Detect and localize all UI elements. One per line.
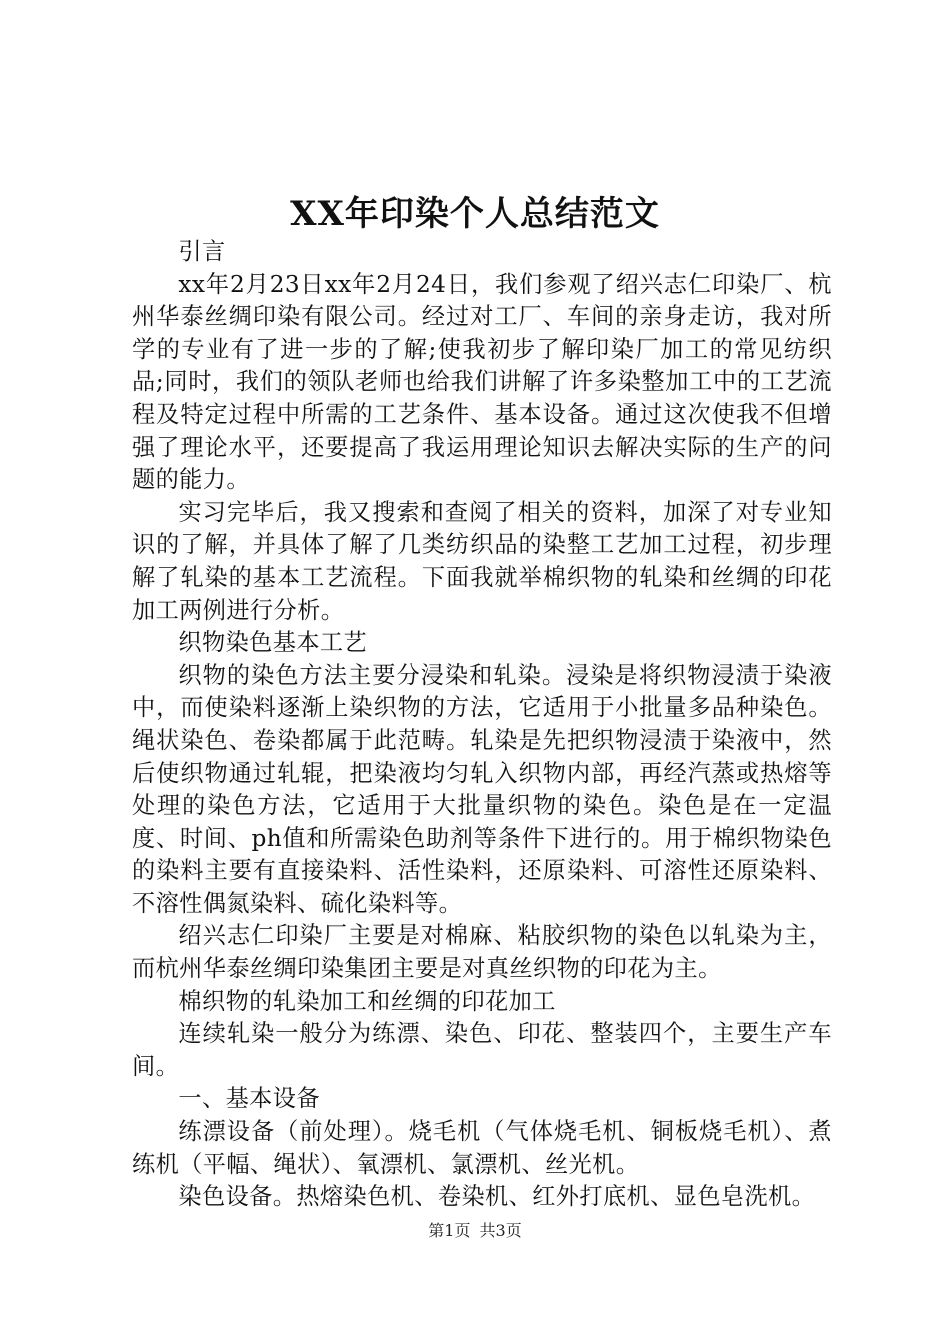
page-footer: [0, 1218, 950, 1241]
paragraph-intro: xx年2月23日xx年2月24日，我们参观了绍兴志仁印染厂、杭州华泰丝绸印染有限公司。经过对工厂、车间的亲身走访，我对所学的专业有了进一步的了解;使我初步了解印染厂加工的常见纺织品;同时，我们的领队老师也给我们讲解了许多染整加工中的工艺流程及特定过程中所需的工艺条件、基本设备。通过这次使我不但增强了理论水平，还要提高了我运用理论知识去解决实际的生产的问题的能力。: [132, 270, 832, 494]
paragraph-continuous-pad-dyeing: 连续轧染一般分为练漂、染色、印花、整装四个，主要生产车间。: [132, 1020, 832, 1080]
paragraph-pretreatment-equipment: 练漂设备（前处理）。烧毛机（气体烧毛机、铜板烧毛机）、煮练机（平幅、绳状）、氧漂机、氯漂机、丝光机。: [132, 1118, 832, 1178]
document-title: XX年印染个人总结范文: [290, 194, 660, 234]
paragraph-dyeing-equipment: 染色设备。热熔染色机、卷染机、红外打底机、显色皂洗机。: [178, 1183, 816, 1211]
page-total: 共3页: [479, 1221, 522, 1240]
page-number: 第1页: [428, 1221, 471, 1240]
document-body: [132, 236, 832, 1214]
paragraph-dyeing-methods: 织物的染色方法主要分浸染和轧染。浸染是将织物浸渍于染液中，而使染料逐渐上染织物的方法，它适用于小批量多品种染色。绳状染色、卷染都属于此范畴。轧染是先把织物浸渍于染液中，然后使织物通过轧辊，把染液均匀轧入织物内部，再经汽蒸或热熔等处理的染色方法，它适用于大批量织物的染色。染色是在一定温度、时间、ph值和所需染色助剂等条件下进行的。用于棉织物染色的染料主要有直接染料、活性染料，还原染料、可溶性还原染料、不溶性偶氮染料、硫化染料等。: [132, 661, 832, 917]
section-heading-equipment: 一、基本设备: [178, 1085, 320, 1113]
paragraph-after-internship: 实习完毕后，我又搜索和查阅了相关的资料，加深了对专业知识的了解，并具体了解了几类纺织品的染整工艺加工过程，初步理解了轧染的基本工艺流程。下面我就举棉织物的轧染和丝绸的印花加工两例进行分析。: [132, 498, 832, 624]
section-heading-pad-dyeing: 棉织物的轧染加工和丝绸的印花加工: [178, 987, 556, 1015]
paragraph-intro-heading: 引言: [178, 238, 226, 265]
section-heading-dyeing-process: 织物染色基本工艺: [178, 629, 368, 657]
paragraph-factories: 绍兴志仁印染厂主要是对棉麻、粘胶织物的染色以轧染为主，而杭州华泰丝绸印染集团主要是对真丝织物的印花为主。: [132, 922, 832, 983]
